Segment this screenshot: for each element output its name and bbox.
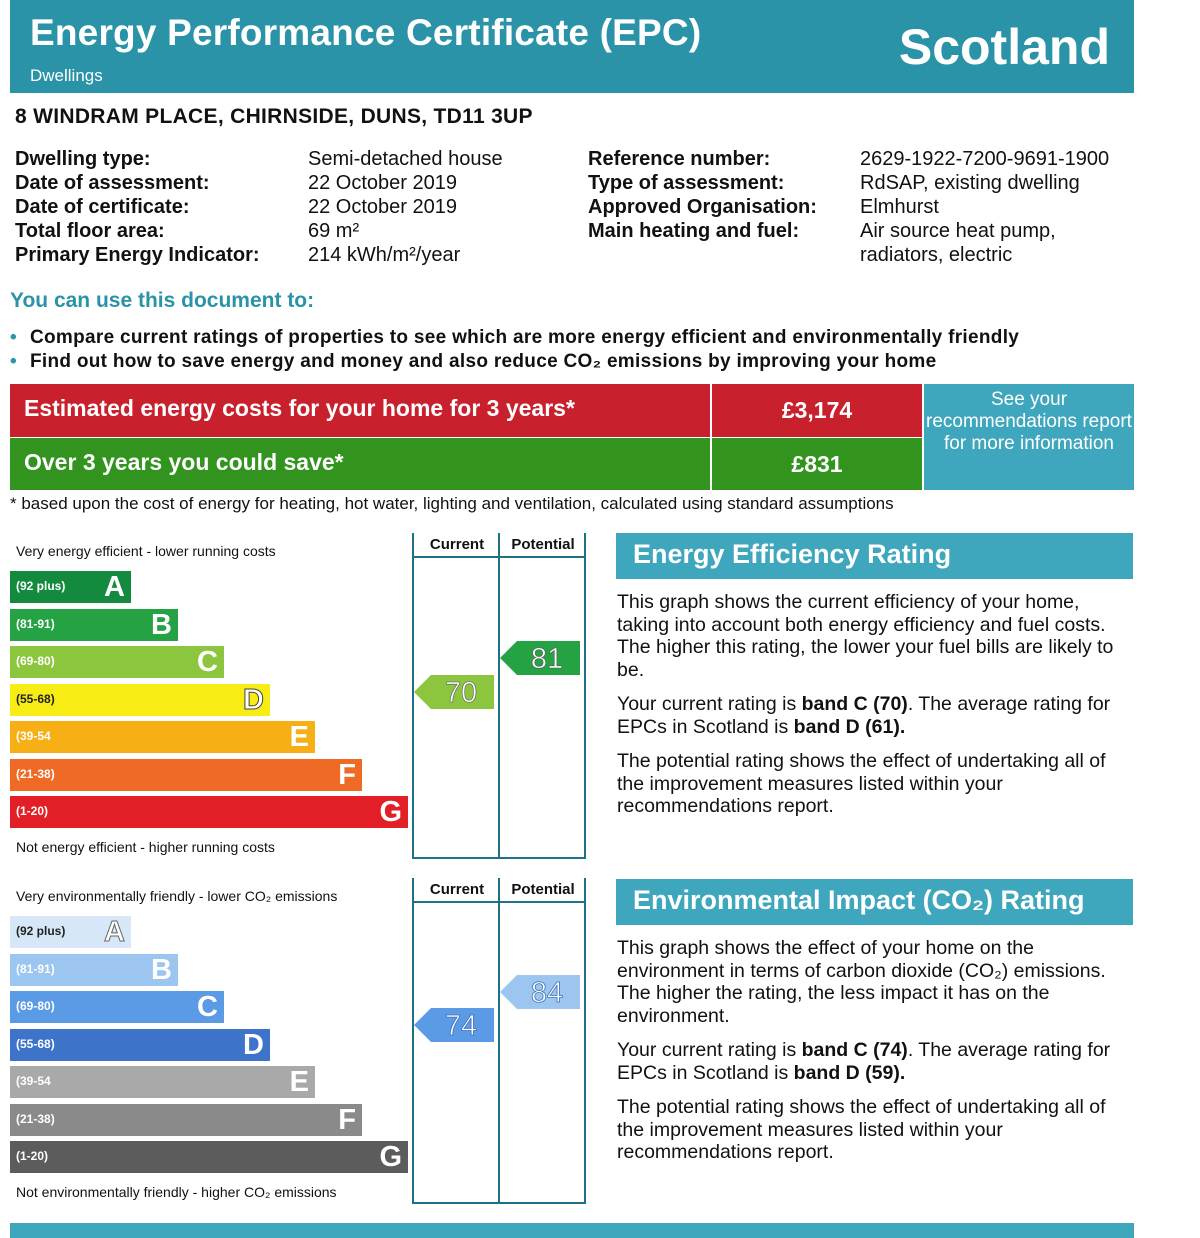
potential-rating-arrow-value: 84 bbox=[530, 977, 564, 1010]
band-range: (69-80) bbox=[16, 999, 55, 1013]
rating-band-f bbox=[10, 759, 362, 791]
band-range: (81-91) bbox=[16, 961, 55, 976]
band-letter: G bbox=[379, 1141, 402, 1173]
list-item bbox=[10, 326, 1019, 350]
chart-divider-right bbox=[584, 533, 586, 859]
panel-title: Environmental Impact (CO₂) Rating bbox=[616, 879, 1133, 925]
detail-row bbox=[15, 147, 503, 171]
band-range: (92 plus) bbox=[16, 579, 66, 593]
band-letter: B bbox=[151, 953, 172, 986]
rating-band-d bbox=[10, 684, 270, 716]
savings-value: £831 bbox=[710, 438, 922, 491]
detail-row bbox=[15, 243, 503, 267]
panel-paragraph bbox=[616, 693, 1133, 738]
chart-divider-mid bbox=[498, 878, 500, 1204]
detail-value: 69 m² bbox=[308, 220, 360, 242]
current-rating-arrow bbox=[414, 1008, 494, 1042]
estimated-costs-value: £3,174 bbox=[710, 384, 922, 437]
rating-band-e bbox=[10, 721, 315, 753]
text-span: . The average rating for EPCs in Scotland is bbox=[617, 1039, 1111, 1084]
rating-band-g bbox=[10, 796, 408, 828]
detail-value: Elmhurst bbox=[860, 196, 939, 218]
detail-label: Primary Energy Indicator: bbox=[15, 244, 260, 266]
detail-value: RdSAP, existing dwelling bbox=[860, 172, 1080, 194]
chart-top-note: Very energy efficient - lower running costs bbox=[16, 543, 276, 559]
current-band-text: band C (74) bbox=[801, 1039, 908, 1061]
panel-title: Energy Efficiency Rating bbox=[616, 533, 1133, 579]
rating-band-b bbox=[10, 609, 178, 641]
details-right bbox=[588, 147, 1140, 267]
rating-band-b bbox=[10, 954, 178, 986]
current-rating-arrow-shape bbox=[414, 1008, 494, 1042]
detail-label: Approved Organisation: bbox=[588, 196, 817, 218]
text-span: Your current rating is bbox=[617, 693, 802, 715]
rating-band-d bbox=[10, 1029, 270, 1061]
band-range: (69-80) bbox=[16, 654, 55, 668]
band-letter: C bbox=[197, 991, 218, 1023]
band-range: (81-91) bbox=[16, 616, 55, 631]
detail-row bbox=[588, 195, 1140, 219]
band-letter: A bbox=[104, 571, 125, 603]
detail-row bbox=[15, 171, 503, 195]
detail-value: Air source heat pump, radiators, electric bbox=[860, 220, 1056, 266]
recommendations-note: See your recommendations report for more information bbox=[924, 384, 1134, 490]
detail-value: 22 October 2019 bbox=[308, 196, 457, 218]
potential-rating-arrow-shape bbox=[500, 641, 580, 675]
detail-value: Semi-detached house bbox=[308, 148, 503, 170]
chart-bottom-rule bbox=[412, 857, 586, 859]
detail-row bbox=[588, 219, 1140, 267]
current-column-header: Current bbox=[429, 881, 485, 898]
band-letter: D bbox=[243, 683, 264, 716]
costs-footnote: * based upon the cost of energy for heating, hot water, lighting and ventilation, calculated using standard assumptions bbox=[10, 494, 894, 513]
potential-rating-arrow-value: 81 bbox=[530, 642, 564, 675]
rating-band-c bbox=[10, 646, 224, 678]
band-range: (21-38) bbox=[16, 1111, 55, 1126]
chart-divider-mid bbox=[498, 533, 500, 859]
rating-band-c bbox=[10, 991, 224, 1023]
band-letter: D bbox=[243, 1028, 264, 1061]
estimated-costs-row bbox=[10, 384, 922, 437]
chart-top-note: Very environmentally friendly - lower CO₂ emissions bbox=[16, 888, 338, 904]
current-rating-arrow-value: 74 bbox=[444, 1009, 478, 1042]
chart-bottom-note: Not energy efficient - higher running costs bbox=[16, 839, 275, 855]
current-rating-arrow-value: 70 bbox=[444, 677, 478, 710]
savings-label: Over 3 years you could save* bbox=[24, 449, 344, 475]
chart-bottom-note: Not environmentally friendly - higher CO₂ emissions bbox=[16, 1184, 337, 1200]
energy-efficiency-chart bbox=[10, 533, 587, 859]
band-range: (92 plus) bbox=[16, 924, 66, 938]
band-letter: E bbox=[289, 721, 309, 753]
band-range: (39-54 bbox=[16, 1074, 51, 1088]
next-section-bar bbox=[10, 1223, 1134, 1238]
band-range: (55-68) bbox=[16, 1036, 55, 1051]
chart-bottom-rule bbox=[412, 1202, 586, 1204]
detail-label: Date of certificate: bbox=[15, 196, 190, 218]
detail-label: Reference number: bbox=[588, 148, 771, 170]
details-left bbox=[15, 147, 503, 267]
current-band-text: band C (70) bbox=[801, 693, 908, 715]
potential-column-header: Potential bbox=[511, 881, 575, 898]
rating-band-g bbox=[10, 1141, 408, 1173]
panel-paragraph: This graph shows the current efficiency of your home, taking into account both energy efficiency and fuel costs. The higher this rating, the lower your fuel bills are likely to be. bbox=[617, 591, 1114, 681]
current-column-header: Current bbox=[429, 536, 485, 553]
text-span: . The average rating for EPCs in Scotland is bbox=[617, 693, 1111, 738]
document-subtitle: Dwellings bbox=[30, 66, 103, 85]
band-range: (1-20) bbox=[16, 804, 49, 818]
estimated-costs-label: Estimated energy costs for your home for 3 years* bbox=[24, 395, 575, 421]
band-range: (39-54 bbox=[16, 729, 51, 743]
current-rating-arrow-shape bbox=[414, 675, 494, 709]
rating-band-e bbox=[10, 1066, 315, 1098]
document-title: Energy Performance Certificate (EPC) bbox=[30, 12, 702, 53]
energy-costs-box bbox=[10, 384, 1134, 490]
environmental-impact-chart bbox=[10, 878, 587, 1204]
energy-efficiency-panel bbox=[616, 533, 1133, 818]
savings-row bbox=[10, 437, 922, 490]
chart-header-rule bbox=[412, 556, 586, 558]
band-range: (55-68) bbox=[16, 691, 55, 706]
epc-header bbox=[10, 0, 1134, 93]
environmental-impact-panel bbox=[616, 879, 1133, 1164]
detail-row bbox=[588, 147, 1140, 171]
chart-divider-right bbox=[584, 878, 586, 1204]
country-label: Scotland bbox=[898, 19, 1110, 75]
detail-label: Type of assessment: bbox=[588, 172, 785, 194]
band-letter: F bbox=[338, 1103, 356, 1136]
band-range: (21-38) bbox=[16, 766, 55, 781]
detail-label: Total floor area: bbox=[15, 220, 165, 242]
detail-label: Dwelling type: bbox=[15, 148, 151, 170]
use-document-heading: You can use this document to: bbox=[10, 289, 315, 312]
band-letter: A bbox=[104, 916, 125, 948]
band-letter: F bbox=[338, 758, 356, 791]
detail-row bbox=[15, 195, 503, 219]
band-letter: G bbox=[379, 796, 402, 828]
band-letter: B bbox=[151, 608, 172, 641]
potential-rating-arrow-shape bbox=[500, 975, 580, 1009]
bullet-icon: • bbox=[10, 351, 17, 372]
detail-label: Date of assessment: bbox=[15, 172, 210, 194]
detail-label: Main heating and fuel: bbox=[588, 220, 800, 242]
detail-row bbox=[588, 171, 1140, 195]
panel-paragraph: The potential rating shows the effect of undertaking all of the improvement measures listed within your recommendations report. bbox=[617, 1096, 1106, 1163]
rating-band-f bbox=[10, 1104, 362, 1136]
rating-band-a bbox=[10, 916, 131, 948]
bullet-text: Compare current ratings of properties to see which are more energy efficient and environmentally friendly bbox=[30, 327, 1020, 348]
average-band-text: band D (61). bbox=[793, 715, 906, 738]
current-rating-arrow bbox=[414, 675, 494, 709]
bullet-icon: • bbox=[10, 327, 17, 348]
band-letter: C bbox=[197, 646, 218, 678]
bullet-text: Find out how to save energy and money and also reduce CO₂ emissions by improving your home bbox=[30, 351, 937, 372]
panel-paragraph bbox=[616, 1039, 1133, 1084]
detail-value: 214 kWh/m²/year bbox=[308, 244, 461, 266]
potential-rating-arrow bbox=[500, 641, 580, 675]
potential-column-header: Potential bbox=[511, 536, 575, 553]
detail-value: 2629-1922-7200-9691-1900 bbox=[860, 148, 1110, 170]
chart-header-rule bbox=[412, 901, 586, 903]
text-span: Your current rating is bbox=[617, 1039, 802, 1061]
band-range: (1-20) bbox=[16, 1149, 49, 1163]
average-band-text: band D (59). bbox=[793, 1061, 906, 1084]
property-address: 8 WINDRAM PLACE, CHIRNSIDE, DUNS, TD11 3UP bbox=[15, 105, 533, 128]
detail-row bbox=[15, 219, 503, 243]
rating-band-a bbox=[10, 571, 131, 603]
use-bullets bbox=[10, 326, 1019, 374]
potential-rating-arrow bbox=[500, 975, 580, 1009]
detail-value: 22 October 2019 bbox=[308, 172, 457, 194]
list-item bbox=[10, 350, 1019, 374]
panel-paragraph: The potential rating shows the effect of undertaking all of the improvement measures listed within your recommendations report. bbox=[617, 750, 1106, 817]
panel-paragraph: This graph shows the effect of your home on the environment in terms of carbon dioxide (CO₂) emissions. The higher the rating, the less impact it has on the environment. bbox=[617, 937, 1106, 1027]
band-letter: E bbox=[289, 1066, 309, 1098]
